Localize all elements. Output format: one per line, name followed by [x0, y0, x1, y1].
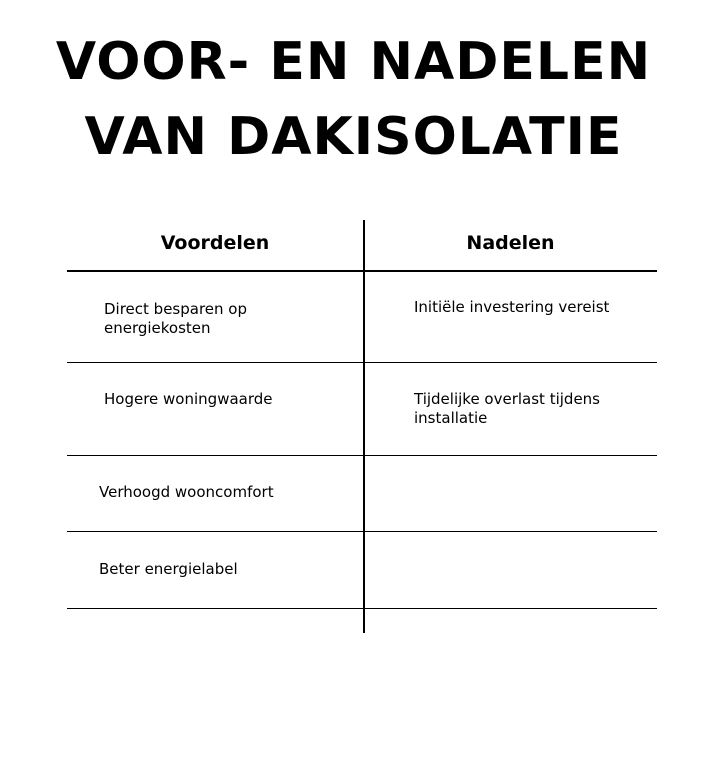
pros-cell: Beter energielabel	[99, 560, 238, 578]
page-title-line-2: VAN DAKISOLATIE	[84, 107, 623, 167]
column-header-pros: Voordelen	[160, 232, 270, 254]
cons-cell: Initiële investering vereist	[414, 298, 610, 316]
row-divider	[67, 455, 657, 456]
column-header-cons: Nadelen	[466, 232, 555, 254]
row-divider	[67, 362, 657, 363]
pros-cell: Direct besparen op energiekosten	[104, 300, 247, 337]
row-divider	[67, 608, 657, 609]
cons-cell: Tijdelijke overlast tijdens installatie	[414, 390, 600, 427]
pros-cell: Hogere woningwaarde	[104, 390, 273, 408]
header-divider	[67, 270, 657, 272]
pros-cell: Verhoogd wooncomfort	[99, 483, 274, 501]
row-divider	[67, 531, 657, 532]
column-divider	[363, 220, 365, 633]
page-title-line-1: VOOR- EN NADELEN	[55, 32, 652, 92]
